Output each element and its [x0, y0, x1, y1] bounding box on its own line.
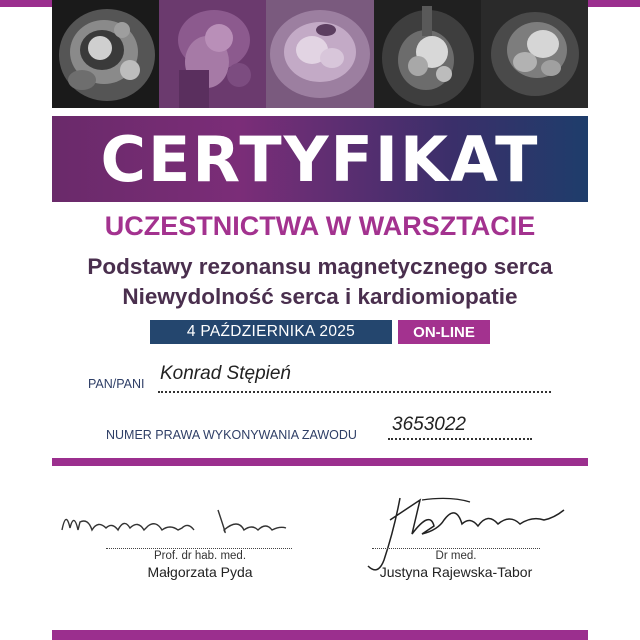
- license-number-line: [388, 438, 532, 440]
- workshop-title-line1: Podstawy rezonansu magnetycznego serca: [87, 254, 553, 279]
- signer-title-2: Dr med.: [435, 550, 477, 562]
- participant-name-line: [158, 391, 551, 393]
- license-number: 3653022: [392, 414, 466, 435]
- workshop-date: 4 PAŹDZIERNIKA 2025: [150, 320, 392, 344]
- signature-pyda-image: [58, 500, 298, 550]
- mri-image-purple: [159, 0, 266, 108]
- mri-image-four-chamber: [481, 0, 588, 108]
- signature-pyda-line: [106, 548, 292, 549]
- certificate-title: CERTYFIKAT: [100, 122, 540, 196]
- top-border-right: [588, 0, 640, 7]
- participant-label: PAN/PANI: [88, 377, 145, 391]
- certificate-subtitle: UCZESTNICTWA W WARSZTACIE: [104, 211, 536, 241]
- top-border-left: [0, 0, 52, 7]
- signer-name-1: Małgorzata Pyda: [147, 564, 253, 580]
- participant-name: Konrad Stępień: [160, 363, 291, 384]
- signer-name-2: Justyna Rajewska-Tabor: [379, 564, 533, 580]
- mri-image-short-axis: [52, 0, 159, 108]
- signer-title-1: Prof. dr hab. med.: [153, 550, 247, 562]
- workshop-title-line2: Niewydolność serca i kardiomiopatie: [122, 284, 518, 309]
- signature-tabor-line: [372, 548, 540, 549]
- online-badge: ON-LINE: [398, 320, 490, 344]
- bottom-border: [52, 630, 588, 640]
- mri-image-axial: [266, 0, 374, 108]
- license-label: NUMER PRAWA WYKONYWANIA ZAWODU: [106, 428, 357, 442]
- section-divider: [52, 458, 588, 466]
- mri-image-coronal: [374, 0, 481, 108]
- mri-image-strip: [52, 0, 588, 108]
